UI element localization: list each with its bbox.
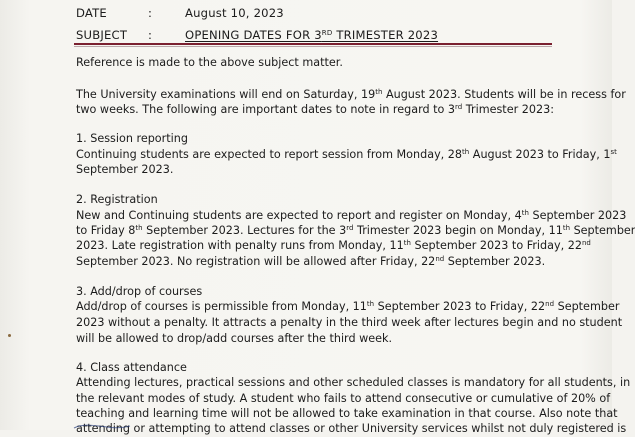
section-4-line-1: Attending lectures, practical sessions and other scheduled classes is mandatory for all students, in	[76, 376, 631, 389]
section-1-line-2: September 2023.	[76, 163, 174, 176]
section-3-heading: 3. Add/drop of courses	[76, 285, 203, 298]
date-value: August 10, 2023	[185, 6, 284, 20]
date-colon: :	[148, 6, 153, 20]
date-label: DATE	[76, 6, 107, 20]
header-rule-shadow	[74, 46, 552, 47]
pen-annotation-mark	[70, 418, 190, 432]
subject-value: OPENING DATES FOR 3RD TRIMESTER 2023	[185, 28, 439, 42]
section-3-line-1: Add/drop of courses is permissible from Monday, 11th September 2023 to Friday, 22nd September	[76, 300, 620, 313]
section-4-heading: 4. Class attendance	[76, 361, 187, 374]
header-rule	[74, 43, 552, 45]
margin-speck	[8, 334, 11, 337]
section-4-line-4: attending or attempting to attend classes or other University services whilst not duly registered is	[76, 422, 627, 435]
section-2-heading: 2. Registration	[76, 193, 158, 206]
intro-line-1: The University examinations will end on Saturday, 19th August 2023. Students will be in recess for	[76, 88, 626, 101]
section-4-line-3: teaching and learning time will not be allowed to take examination in that course. Also note that	[76, 407, 618, 420]
section-2-line-1: New and Continuing students are expected to report and register on Monday, 4th September 2023	[76, 209, 627, 222]
section-1-heading: 1. Session reporting	[76, 132, 188, 145]
subject-colon: :	[148, 28, 153, 42]
section-2-line-4: September 2023. No registration will be allowed after Friday, 22nd September 2023.	[76, 255, 546, 268]
section-2-line-2: to Friday 8th September 2023. Lectures for the 3rd Trimester 2023 begin on Monday, 11th September	[76, 224, 635, 237]
section-4-line-2: the relevant modes of study. A student who fails to attend consecutive or cumulative of 20% of	[76, 392, 611, 405]
reference-line: Reference is made to the above subject matter.	[76, 56, 343, 69]
section-1-line-1: Continuing students are expected to report session from Monday, 28th August 2023 to Friday, 1st	[76, 148, 617, 161]
section-3-line-2: 2023 without a penalty. It attracts a penalty in the third week after lectures begin and no student	[76, 316, 623, 329]
section-2-line-3: 2023. Late registration with penalty runs from Monday, 11th September 2023 to Friday, 22nd	[76, 239, 591, 252]
section-3-line-3: will be allowed to drop/add courses after the third week.	[76, 332, 393, 345]
intro-line-2: two weeks. The following are important dates to note in regard to 3rd Trimester 2023:	[76, 103, 554, 116]
subject-label: SUBJECT	[76, 28, 128, 42]
